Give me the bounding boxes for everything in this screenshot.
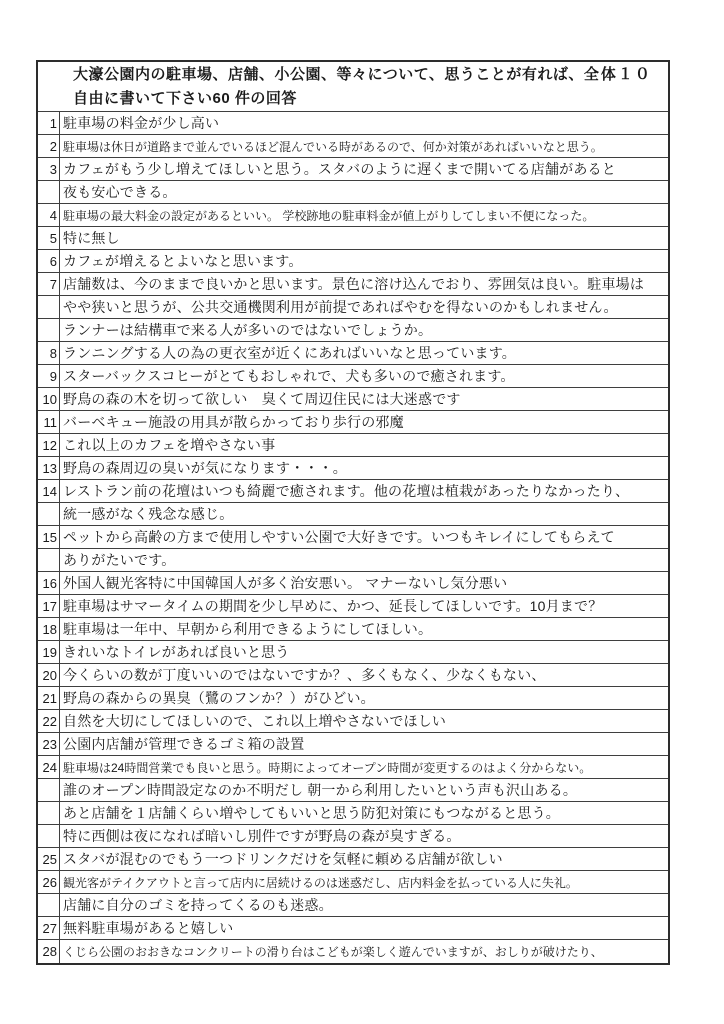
row-number: 4 xyxy=(38,204,60,226)
row-number: 11 xyxy=(38,411,60,433)
row-number: 18 xyxy=(38,618,60,640)
row-text: 駐車場はサマータイムの期間を少し早めに、かつ、延長してほしいです。10月まで？ xyxy=(63,598,603,614)
row-text: きれいなトイレがあれば良いと思う xyxy=(63,644,290,660)
table-row xyxy=(38,779,668,802)
table-row xyxy=(38,273,668,296)
response-count-text: 自由に書いて下さい60 件の回答 xyxy=(73,90,297,107)
row-text: あと店舗を１店舗くらい増やしてもいいと思う防犯対策にもつながると思う。 xyxy=(63,805,560,821)
row-text: 駐車場は休日が道路まで並んでいるほど混んでいる時があるので、何か対策があればいいなと思う。 xyxy=(63,139,603,154)
row-number: 16 xyxy=(38,572,60,594)
row-number: 12 xyxy=(38,434,60,456)
row-text: ランナーは結構車で来る人が多いのではないでしょうか。 xyxy=(63,322,433,338)
table-row xyxy=(38,802,668,825)
row-text: スターバックスコヒーがとてもおしゃれで、犬も多いので癒されます。 xyxy=(63,368,515,384)
table-row xyxy=(38,871,668,894)
row-number xyxy=(38,296,60,318)
row-text: カフェがもう少し増えてほしいと思う。スタバのように遅くまで開いてる店舗があると xyxy=(63,161,616,177)
row-number xyxy=(38,181,60,203)
table-row xyxy=(38,411,668,434)
row-number: 24 xyxy=(38,756,60,778)
row-text: 駐車場は24時間営業でも良いと思う。時期によってオープン時間が変更するのはよく分からない。 xyxy=(63,760,592,775)
row-text: 外国人観光客特に中国韓国人が多く治安悪い。 マナーないし気分悪い xyxy=(63,575,508,591)
row-number: 3 xyxy=(38,158,60,180)
row-number xyxy=(38,825,60,847)
row-number xyxy=(38,503,60,525)
row-text: 今くらいの数が丁度いいのではないですか？、多くもなく、少なくもない、 xyxy=(63,667,546,683)
table-row xyxy=(38,204,668,227)
row-number: 23 xyxy=(38,733,60,755)
table-row xyxy=(38,181,668,204)
table-row xyxy=(38,227,668,250)
row-number: 21 xyxy=(38,687,60,709)
table-row xyxy=(38,710,668,733)
table-body xyxy=(38,112,668,963)
table-row xyxy=(38,457,668,480)
row-text: 特に無し xyxy=(63,230,120,246)
table-row xyxy=(38,319,668,342)
row-number: 15 xyxy=(38,526,60,548)
table-row xyxy=(38,917,668,940)
row-number: 7 xyxy=(38,273,60,295)
table-row xyxy=(38,342,668,365)
row-text: 観光客がテイクアウトと言って店内に居続けるのは迷惑だし、店内料金を払っている人に失礼。 xyxy=(63,875,578,890)
row-number xyxy=(38,894,60,916)
row-number xyxy=(38,549,60,571)
row-number: 9 xyxy=(38,365,60,387)
table-row xyxy=(38,894,668,917)
row-text: 野鳥の森周辺の臭いが気になります・・・。 xyxy=(63,460,347,476)
table-row xyxy=(38,526,668,549)
row-text: 無料駐車場があると嬉しい xyxy=(63,920,234,936)
row-text: 統一感がなく残念な感じ。 xyxy=(63,506,234,522)
row-text: ペットから高齢の方まで使用しやすい公園で大好きです。いつもキレイにしてもらえて xyxy=(63,529,615,545)
row-text: 駐車場の料金が少し高い xyxy=(63,115,220,131)
row-text: レストラン前の花壇はいつも綺麗で癒されます。他の花壇は植栽があったりなかったり、 xyxy=(63,483,630,499)
table-row xyxy=(38,549,668,572)
row-text: やや狭いと思うが、公共交通機関利用が前提であればやむを得ないのかもしれません。 xyxy=(63,299,618,315)
row-number: 10 xyxy=(38,388,60,410)
row-number: 5 xyxy=(38,227,60,249)
table-row xyxy=(38,480,668,503)
row-number: 1 xyxy=(38,112,60,134)
table-row xyxy=(38,848,668,871)
table-row xyxy=(38,618,668,641)
row-text: 駐車場の最大料金の設定があるといい。 学校跡地の駐車料金が値上がりしてしまい不便になった。 xyxy=(63,208,595,223)
table-row xyxy=(38,503,668,526)
row-number: 25 xyxy=(38,848,60,870)
row-text: 夜も安心できる。 xyxy=(63,184,177,200)
row-text: 店舗数は、今のままで良いかと思います。景色に溶け込んでおり、雰囲気は良い。駐車場は xyxy=(63,276,645,292)
table-header xyxy=(38,62,668,112)
row-number: 14 xyxy=(38,480,60,502)
row-text: 誰のオープン時間設定なのか不明だし 朝一から利用したいという声も沢山ある。 xyxy=(63,782,578,798)
row-text: 公園内店舗が管理できるゴミ箱の設置 xyxy=(63,736,305,752)
table-row xyxy=(38,135,668,158)
row-number: 27 xyxy=(38,917,60,939)
table-row xyxy=(38,595,668,618)
row-number xyxy=(38,779,60,801)
row-number: 13 xyxy=(38,457,60,479)
table-row xyxy=(38,365,668,388)
table-row xyxy=(38,687,668,710)
table-row xyxy=(38,388,668,411)
table-row xyxy=(38,158,668,181)
row-number: 8 xyxy=(38,342,60,364)
table-row xyxy=(38,572,668,595)
row-text: 野鳥の森からの異臭（鷺のフンか？）がひどい。 xyxy=(63,690,375,706)
row-text: これ以上のカフェを増やさない事 xyxy=(63,437,276,453)
row-number: 2 xyxy=(38,135,60,157)
row-text: 駐車場は一年中、早朝から利用できるようにしてほしい。 xyxy=(63,621,433,637)
row-number xyxy=(38,802,60,824)
row-number: 20 xyxy=(38,664,60,686)
table-row xyxy=(38,733,668,756)
row-text: スタバが混むのでもう一つドリンクだけを気軽に頼める店舗が欲しい xyxy=(63,851,503,867)
table-row xyxy=(38,756,668,779)
row-number: 28 xyxy=(38,940,60,963)
table-row xyxy=(38,112,668,135)
survey-response-table xyxy=(36,60,670,965)
row-number: 6 xyxy=(38,250,60,272)
row-text: バーベキュー施設の用具が散らかっており歩行の邪魔 xyxy=(63,414,404,430)
table-row xyxy=(38,250,668,273)
row-text: 自然を大切にしてほしいので、これ以上増やさないでほしい xyxy=(63,713,447,729)
header-line-1 xyxy=(73,63,668,87)
row-number: 26 xyxy=(38,871,60,893)
overall-score-label: 全体１０ xyxy=(583,66,652,83)
table-row xyxy=(38,296,668,319)
row-number: 19 xyxy=(38,641,60,663)
row-number: 22 xyxy=(38,710,60,732)
row-text: ありがたいです。 xyxy=(63,552,176,568)
table-row xyxy=(38,940,668,963)
row-text: ランニングする人の為の更衣室が近くにあればいいなと思っています。 xyxy=(63,345,516,361)
table-row xyxy=(38,641,668,664)
survey-question-text: 大濠公園内の駐車場、店舗、小公園、等々について、思うことが有れば、 xyxy=(73,66,584,83)
table-row xyxy=(38,825,668,848)
row-number: 17 xyxy=(38,595,60,617)
row-text: 特に西側は夜になれば暗いし別件ですが野鳥の森が臭すぎる。 xyxy=(63,828,461,844)
row-text: カフェが増えるとよいなと思います。 xyxy=(63,253,303,269)
table-row xyxy=(38,434,668,457)
row-text: 店舗に自分のゴミを持ってくるのも迷惑。 xyxy=(63,897,333,913)
row-text: 野鳥の森の木を切って欲しい 臭くて周辺住民には大迷惑です xyxy=(63,391,461,407)
row-text: くじら公園のおおきなコンクリートの滑り台はこどもが楽しく遊んでいますが、おしりが破けたり、 xyxy=(63,945,603,959)
row-number xyxy=(38,319,60,341)
table-row xyxy=(38,664,668,687)
